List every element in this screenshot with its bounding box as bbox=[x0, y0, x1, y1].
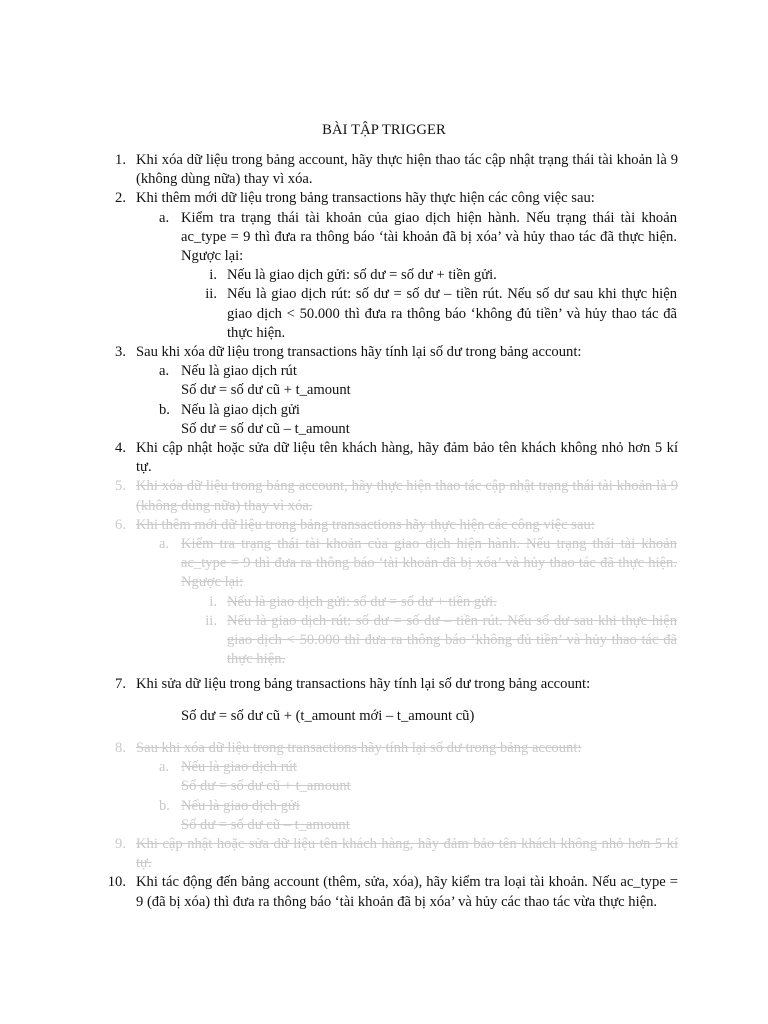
item-text: Khi sửa dữ liệu trong bảng transactions hãy tính lại số dư trong bảng account: bbox=[136, 676, 591, 693]
item-text: Khi cập nhật hoặc sửa dữ liệu tên khách hàng, hãy đảm bảo tên khách không nhỏ hơn 5 kí tự. bbox=[136, 835, 678, 872]
deleted-item-8b bbox=[0, 797, 768, 835]
item-text: Nếu là giao dịch gửi bbox=[181, 797, 300, 814]
item-number: 10. bbox=[107, 874, 126, 891]
formula-line: Số dư = số dư cũ + (t_amount mới – t_amount cũ) bbox=[181, 707, 475, 724]
deleted-item-6ai bbox=[0, 593, 768, 612]
item-text: Khi thêm mới dữ liệu trong bảng transactions hãy thực hiện các công việc sau: bbox=[136, 190, 595, 207]
item-number: i. bbox=[209, 267, 217, 284]
item-number: 7. bbox=[115, 676, 126, 693]
item-text: Nếu là giao dịch rút bbox=[181, 759, 297, 776]
exercise-list bbox=[0, 151, 768, 912]
list-item-2a bbox=[0, 209, 768, 267]
item-text: Khi thêm mới dữ liệu trong bảng transactions hãy thực hiện các công việc sau: bbox=[136, 516, 595, 533]
item-number: 9. bbox=[115, 835, 126, 852]
item-number: ii. bbox=[205, 612, 217, 629]
item-text: Nếu là giao dịch rút: số dư = số dư – tiền rút. Nếu số dư sau khi thực hiện giao dịch < 50.000 thì đưa ra thông báo ‘không đủ tiền’ và hủy thao tác đã thực hiện. bbox=[227, 612, 677, 668]
list-item-3 bbox=[0, 343, 768, 362]
item-text: Sau khi xóa dữ liệu trong transactions hãy tính lại số dư trong bảng account: bbox=[136, 739, 582, 756]
item-number: i. bbox=[209, 593, 217, 610]
list-item-3a bbox=[0, 362, 768, 400]
deleted-item-6a bbox=[0, 535, 768, 593]
item-text: Khi xóa dữ liệu trong bảng account, hãy thực hiện thao tác cập nhật trạng thái tài khoản là 9 (không dùng nữa) thay vì xóa. bbox=[136, 152, 678, 188]
document-title: BÀI TẬP TRIGGER bbox=[322, 122, 446, 138]
item-number: b. bbox=[159, 401, 170, 418]
item-text: Nếu là giao dịch gửi: số dư = số dư + tiền gửi. bbox=[227, 267, 497, 284]
item-text: Kiểm tra trạng thái tài khoản của giao dịch hiện hành. Nếu trạng thái tài khoản ac_type = 9 thì đưa ra thông báo ‘tài khoản đã bị xóa’ và hủy thao tác đã thực hiện. Ngược lại: bbox=[181, 209, 677, 265]
item-number: a. bbox=[159, 209, 170, 226]
item-number: 3. bbox=[115, 344, 126, 361]
item-text: Khi xóa dữ liệu trong bảng account, hãy thực hiện thao tác cập nhật trạng thái tài khoản là 9 (không dùng nữa) thay vì xóa. bbox=[136, 478, 678, 514]
item-number: 8. bbox=[115, 739, 126, 756]
item-number: a. bbox=[159, 759, 170, 776]
item-text: Nếu là giao dịch gửi bbox=[181, 401, 300, 418]
item-text: Khi cập nhật hoặc sửa dữ liệu tên khách hàng, hãy đảm bảo tên khách không nhỏ hơn 5 kí tự. bbox=[136, 440, 678, 476]
item-number: b. bbox=[159, 797, 170, 814]
formula-text: Số dư = số dư cũ – t_amount bbox=[181, 420, 350, 437]
item-text: Nếu là giao dịch rút: số dư = số dư – tiền rút. Nếu số dư sau khi thực hiện giao dịch < 50.000 thì đưa ra thông báo ‘không đủ tiền’ và hủy thao tác đã thực hiện. bbox=[227, 286, 677, 341]
deleted-item-9 bbox=[0, 835, 768, 873]
item-number: 2. bbox=[115, 190, 126, 207]
item-text: Nếu là giao dịch rút bbox=[181, 363, 297, 380]
item-number: a. bbox=[159, 363, 170, 380]
item-number: 4. bbox=[115, 440, 126, 457]
formula-text: Số dư = số dư cũ + t_amount bbox=[181, 382, 351, 399]
deleted-item-6aii bbox=[0, 612, 768, 670]
list-item-1 bbox=[0, 151, 768, 189]
item-text: Nếu là giao dịch gửi: số dư = số dư + tiền gửi. bbox=[227, 593, 497, 610]
item-number: a. bbox=[159, 536, 170, 553]
formula-text: Số dư = số dư cũ – t_amount bbox=[181, 816, 350, 833]
item-number: 6. bbox=[115, 516, 126, 533]
item-number: ii. bbox=[205, 286, 217, 303]
list-item-2 bbox=[0, 189, 768, 208]
list-item-2aii bbox=[0, 285, 768, 343]
formula-text: Số dư = số dư cũ + t_amount bbox=[181, 778, 351, 795]
item-number: 5. bbox=[115, 478, 126, 495]
list-item-10 bbox=[0, 873, 768, 911]
list-item-4 bbox=[0, 439, 768, 477]
item-text: Khi tác động đến bảng account (thêm, sửa, xóa), hãy kiểm tra loại tài khoản. Nếu ac_type = 9 (đã bị xóa) thì đưa ra thông báo ‘tài khoản đã bị xóa’ và hủy các thao tác vừa thực hiện. bbox=[136, 874, 678, 910]
item-text: Kiểm tra trạng thái tài khoản của giao dịch hiện hành. Nếu trạng thái tài khoản ac_type = 9 thì đưa ra thông báo ‘tài khoản đã bị xóa’ và hủy thao tác đã thực hiện. Ngược lại: bbox=[181, 536, 677, 591]
list-item-7 bbox=[0, 675, 768, 694]
deleted-item-5 bbox=[0, 477, 768, 515]
list-item-2ai bbox=[0, 266, 768, 285]
item-text: Sau khi xóa dữ liệu trong transactions hãy tính lại số dư trong bảng account: bbox=[136, 344, 582, 361]
list-item-3b bbox=[0, 401, 768, 439]
deleted-item-8 bbox=[0, 739, 768, 758]
deleted-item-8a bbox=[0, 758, 768, 796]
deleted-item-6 bbox=[0, 516, 768, 535]
item-number: 1. bbox=[115, 152, 126, 168]
